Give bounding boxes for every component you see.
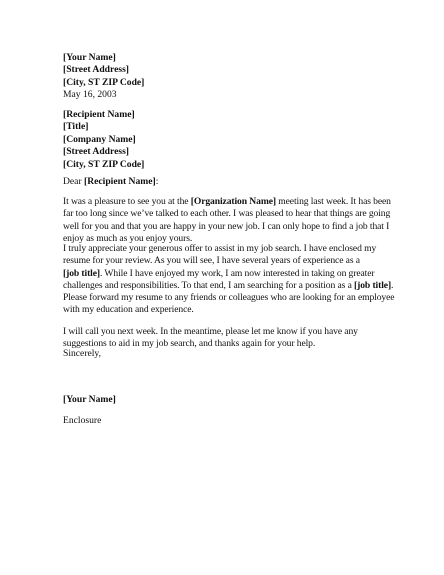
- recipient-address-block: [63, 109, 393, 171]
- body-paragraph-3: [63, 292, 393, 317]
- enclosure-note: [63, 415, 393, 427]
- p3-line1: Please forward my resume to any friends or colleagues who are looking for an employee: [63, 292, 395, 303]
- p4-line2: suggestions to aid in my job search, and thanks again for your help.: [63, 338, 316, 350]
- letter-date: May 16, 2003: [63, 89, 117, 101]
- body-paragraph-2: [63, 243, 393, 293]
- recipient-street: [Street Address]: [63, 146, 129, 158]
- salutation-suffix: :: [155, 176, 159, 187]
- job-title-placeholder: [job title]: [63, 267, 100, 279]
- sender-address-block: [63, 52, 393, 102]
- salutation: [63, 176, 393, 188]
- salutation-recipient-name: [Recipient Name]: [84, 176, 156, 187]
- p1-line1-start: It was a pleasure to see you at the: [63, 196, 191, 207]
- recipient-city: [City, ST ZIP Code]: [63, 158, 145, 170]
- salutation-prefix: Dear: [63, 176, 85, 187]
- signature-name: [Your Name]: [63, 394, 116, 405]
- organization-name-placeholder: [Organization Name]: [190, 196, 276, 207]
- enclosure-text: Enclosure: [63, 415, 102, 426]
- closing: [63, 348, 393, 360]
- sender-city: [City, ST ZIP Code]: [63, 76, 145, 88]
- sender-street: [Street Address]: [63, 64, 129, 76]
- closing-text: Sincerely,: [63, 348, 102, 359]
- p2-line4-end: .: [391, 280, 394, 292]
- p1-line3: well for you and that you are happy in your new job. I can only hope to find a job that I: [63, 220, 390, 232]
- p3-line2: with my education and experience.: [63, 304, 194, 316]
- body-paragraph-1: [63, 196, 393, 246]
- p2-line1: I truly appreciate your generous offer to assist in my job search. I have enclosed my: [63, 243, 377, 254]
- p2-line4-start: challenges and responsibilities. To that end, I am searching for a position as a: [63, 280, 355, 292]
- recipient-company: [Company Name]: [63, 133, 136, 145]
- p1-line1-end: meeting last week. It has been: [275, 196, 391, 207]
- recipient-name: [Recipient Name]: [63, 109, 135, 120]
- recipient-title: [Title]: [63, 121, 89, 133]
- signature-block: [63, 394, 393, 406]
- p4-line1: I will call you next week. In the meantime, please let me know if you have any: [63, 326, 358, 337]
- p2-line2: resume for your review. As you will see, I have several years of experience as a: [63, 255, 360, 267]
- job-title-placeholder: [job title]: [354, 280, 392, 292]
- p1-line4: enjoy as much as you enjoy yours.: [63, 233, 193, 245]
- sender-name: [Your Name]: [63, 52, 116, 63]
- p1-line2: far too long since we’ve talked to each other. I was pleased to hear that things are going: [63, 208, 391, 220]
- p2-line3-rest: . While I have enjoyed my work, I am now interested in taking on greater: [100, 267, 375, 279]
